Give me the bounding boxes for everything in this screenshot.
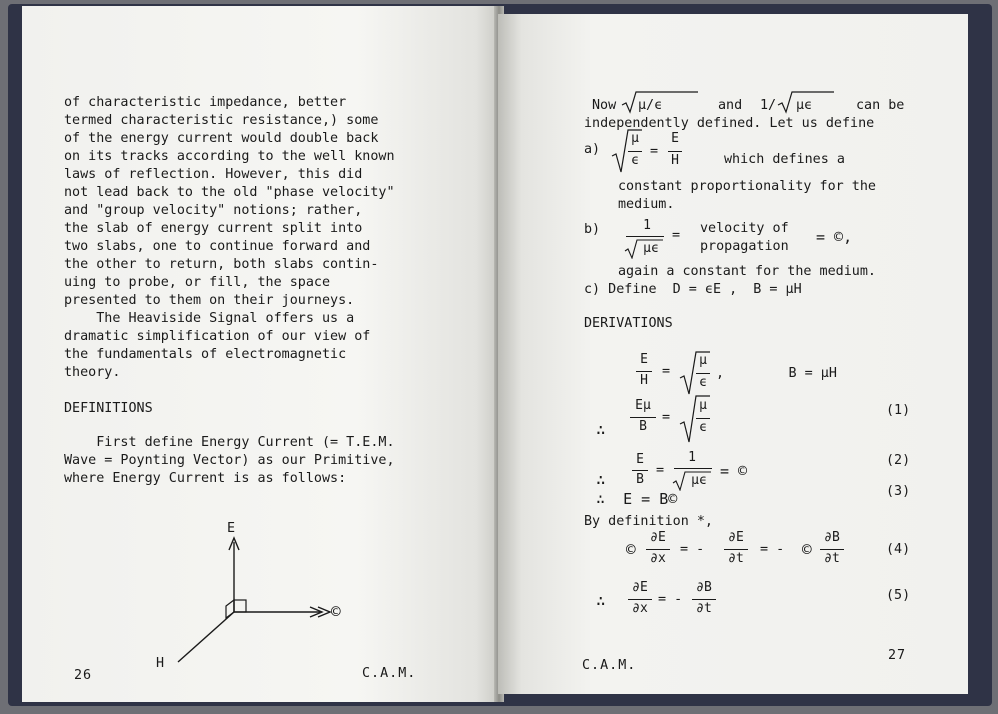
item-a-text-1: which defines a	[724, 152, 845, 167]
item-a-text-2: constant proportionality for the	[618, 179, 876, 194]
item-c: c) Define D = ϵE , B = μH	[584, 282, 802, 297]
equals-sign: =	[650, 144, 659, 159]
item-a-eps: ϵ	[631, 153, 639, 168]
therefore-symbol: ∴	[596, 470, 606, 489]
eq2-denominator: B	[636, 472, 644, 487]
eq0-h: H	[640, 373, 648, 388]
text-line: where Energy Current is as follows:	[64, 471, 347, 486]
eq0-mu: μ	[699, 353, 707, 368]
text-line: two slabs, one to continue forward and	[64, 239, 371, 254]
text-line: theory.	[64, 365, 121, 380]
text-line: and "group velocity" notions; rather,	[64, 203, 363, 218]
eq4-dt-2: ∂t	[824, 551, 840, 566]
item-b-equals-c: = ©,	[816, 228, 853, 246]
axis-label-e: E	[227, 521, 236, 536]
therefore-symbol: ∴	[596, 591, 606, 610]
therefore-symbol: ∴	[596, 420, 606, 439]
eq2-equals-c: = ©	[720, 462, 748, 480]
equation-number-4: (4)	[886, 542, 911, 557]
left-page-body	[64, 94, 395, 382]
equals-sign: =	[672, 228, 681, 243]
intro-now: Now	[592, 98, 617, 113]
fraction-bar	[668, 151, 682, 152]
eq1-denominator: B	[639, 419, 647, 434]
item-b-mu-eps: μϵ	[643, 241, 659, 256]
item-a-h: H	[671, 153, 679, 168]
fraction-bar	[632, 470, 648, 471]
eq5-dt: ∂t	[696, 601, 712, 616]
left-page-initials: C.A.M.	[362, 666, 417, 681]
fraction-bar	[820, 549, 844, 550]
eq2-numerator: E	[636, 452, 644, 467]
fraction-bar	[646, 549, 670, 550]
equation-number-2: (2)	[886, 453, 911, 468]
right-page	[498, 14, 968, 694]
fraction-bar	[696, 373, 710, 374]
text-line: the other to return, both slabs contin-	[64, 257, 379, 272]
text-line: not lead back to the old "phase velocity"	[64, 185, 395, 200]
energy-current-axes-diagram	[160, 518, 360, 678]
eq0-e: E	[640, 352, 648, 367]
eq0-tail: , B = μH	[716, 366, 837, 381]
eq4-de: ∂E	[650, 530, 666, 545]
axis-label-c: ©	[331, 602, 341, 621]
fraction-bar	[724, 549, 748, 550]
right-page-initials: C.A.M.	[582, 658, 637, 673]
eq0-eps: ϵ	[699, 375, 707, 390]
text-line: presented to them on their journeys.	[64, 293, 355, 308]
text-line: the fundamentals of electromagnetic	[64, 347, 347, 362]
definitions-heading: DEFINITIONS	[64, 401, 153, 416]
intro-mu-over-eps: μ/ϵ	[638, 98, 663, 113]
eq4-mid-2: = -	[760, 542, 785, 557]
equals-sign: =	[656, 463, 665, 478]
eq5-mid: = -	[658, 592, 683, 607]
derivations-heading: DERIVATIONS	[584, 316, 673, 331]
eq1-numerator: Eμ	[635, 398, 651, 413]
axis-label-h: H	[156, 656, 165, 671]
eq2-one: 1	[688, 450, 696, 465]
eq1-eps: ϵ	[699, 420, 707, 435]
eq5-dx: ∂x	[632, 601, 648, 616]
right-page-number: 27	[888, 648, 907, 663]
fraction-bar	[628, 599, 652, 600]
eq4-dx: ∂x	[650, 551, 666, 566]
intro-line-2: independently defined. Let us define	[584, 116, 875, 131]
text-line: of characteristic impedance, better	[64, 95, 347, 110]
text-line: The Heaviside Signal offers us a	[64, 311, 355, 326]
left-page-number: 26	[74, 668, 93, 683]
text-line: termed characteristic resistance,) some	[64, 113, 379, 128]
equation-number-1: (1)	[886, 403, 911, 418]
fraction-bar	[696, 418, 710, 419]
intro-and: and	[718, 98, 743, 113]
by-definition: By definition *,	[584, 514, 713, 529]
equals-sign: =	[662, 364, 671, 379]
eq1-mu: μ	[699, 398, 707, 413]
text-line: dramatic simplification of our view of	[64, 329, 371, 344]
eq4-c: ©	[626, 540, 636, 559]
intro-one-over: 1/	[760, 98, 777, 113]
text-line: on its tracks according to the well known	[64, 149, 395, 164]
item-b-label: b)	[584, 222, 601, 237]
item-b-text-2: propagation	[700, 239, 789, 254]
fraction-bar	[674, 468, 712, 469]
fraction-bar	[636, 371, 652, 372]
text-line: of the energy current would double back	[64, 131, 379, 146]
item-b-text-3: again a constant for the medium.	[618, 264, 876, 279]
eq5-db: ∂B	[696, 580, 712, 595]
eq3: ∴ E = B©	[596, 490, 678, 508]
text-line: Wave = Poynting Vector) as our Primitive,	[64, 453, 395, 468]
equation-number-5: (5)	[886, 588, 911, 603]
item-b-text-1: velocity of	[700, 221, 789, 236]
item-a-label: a)	[584, 142, 601, 157]
text-line: laws of reflection. However, this did	[64, 167, 363, 182]
equals-sign: =	[662, 410, 671, 425]
item-a-e: E	[671, 131, 679, 146]
item-a-mu: μ	[631, 131, 639, 146]
item-a-text-3: medium.	[618, 197, 675, 212]
eq5-de: ∂E	[632, 580, 648, 595]
fraction-bar	[628, 151, 642, 152]
eq4-c-2: ©	[802, 540, 812, 559]
text-line: First define Energy Current (= T.E.M.	[64, 435, 395, 450]
intro-can-be: can be	[856, 98, 905, 113]
fraction-bar	[626, 236, 664, 237]
eq4-dt: ∂t	[728, 551, 744, 566]
definitions-body	[64, 434, 395, 488]
eq4-de-2: ∂E	[728, 530, 744, 545]
eq4-mid: = -	[680, 542, 705, 557]
fraction-bar	[692, 599, 716, 600]
text-line: uing to probe, or fill, the space	[64, 275, 331, 290]
left-page	[22, 6, 500, 702]
fraction-bar	[630, 417, 656, 418]
equation-number-3: (3)	[886, 484, 911, 499]
eq2-mu-eps: μϵ	[691, 473, 707, 488]
eq4-db: ∂B	[824, 530, 840, 545]
text-line: the slab of energy current split into	[64, 221, 363, 236]
item-b-one: 1	[643, 218, 651, 233]
intro-mu-eps: μϵ	[796, 98, 813, 113]
